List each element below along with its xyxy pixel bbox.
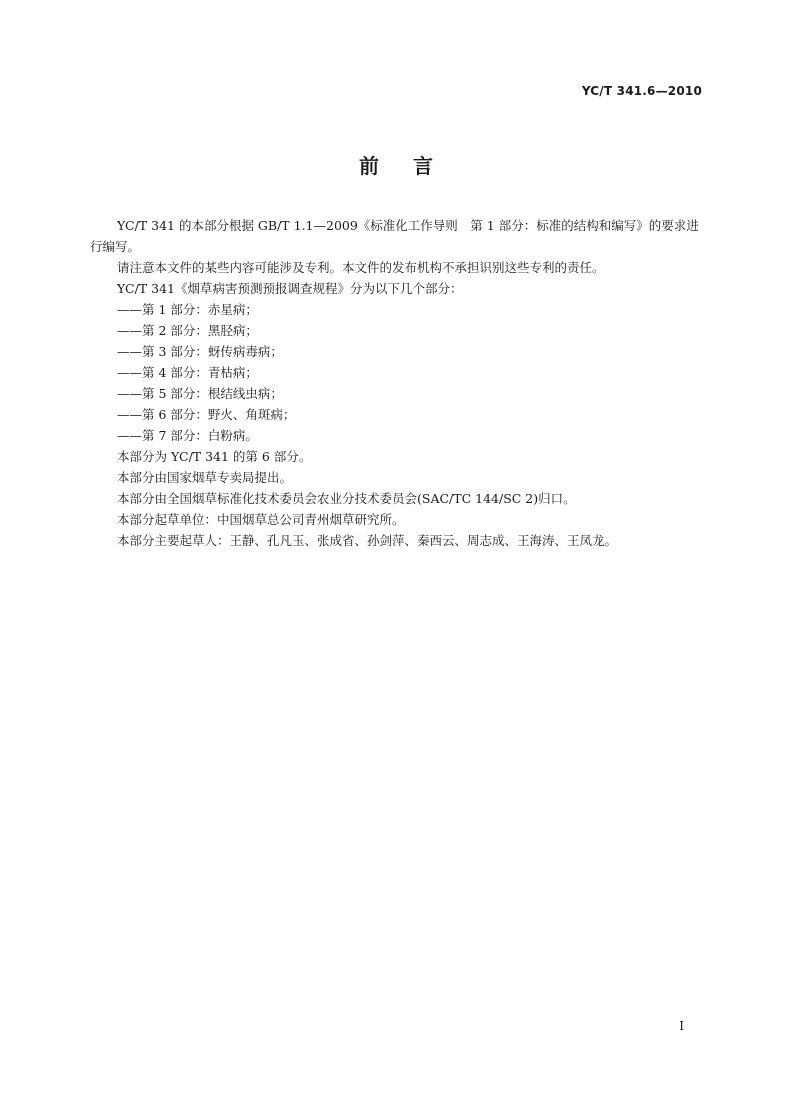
paragraph-drafters: 本部分主要起草人：王静、孔凡玉、张成省、孙剑萍、秦西云、周志成、王海涛、王凤龙。 [117, 533, 618, 548]
list-item: ——第 4 部分：青枯病； [117, 365, 258, 380]
page-title: 前言 [359, 154, 467, 178]
list-item: ——第 5 部分：根结线虫病； [117, 386, 283, 401]
list-item: ——第 6 部分：野火、角斑病； [117, 407, 296, 422]
list-item: ——第 2 部分：黑胫病； [117, 323, 258, 338]
document-body [90, 215, 706, 551]
list-item: ——第 3 部分：蚜传病毒病； [117, 344, 283, 359]
list-item: ——第 7 部分：白粉病。 [117, 428, 258, 443]
paragraph-drafting-unit: 本部分起草单位：中国烟草总公司青州烟草研究所。 [117, 512, 405, 527]
page-number: I [679, 1019, 684, 1033]
list-item: ——第 1 部分：赤星病； [117, 302, 258, 317]
paragraph-part-number: 本部分为 YC/T 341 的第 6 部分。 [117, 449, 312, 464]
paragraph-parts-intro: YC/T 341《烟草病害预测预报调查规程》分为以下几个部分： [117, 281, 463, 296]
parts-list [90, 299, 706, 446]
document-code: YC/T 341.6—2010 [581, 84, 702, 98]
paragraph-basis: YC/T 341 的本部分根据 GB/T 1.1—2009《标准化工作导则 第 1 部分：标准的结构和编写》的要求进行编写。 [90, 218, 699, 254]
paragraph-committee: 本部分由全国烟草标准化技术委员会农业分技术委员会(SAC/TC 144/SC 2)归口。 [117, 491, 576, 506]
paragraph-proposer: 本部分由国家烟草专卖局提出。 [117, 470, 293, 485]
paragraph-patent-notice: 请注意本文件的某些内容可能涉及专利。本文件的发布机构不承担识别这些专利的责任。 [117, 260, 605, 275]
